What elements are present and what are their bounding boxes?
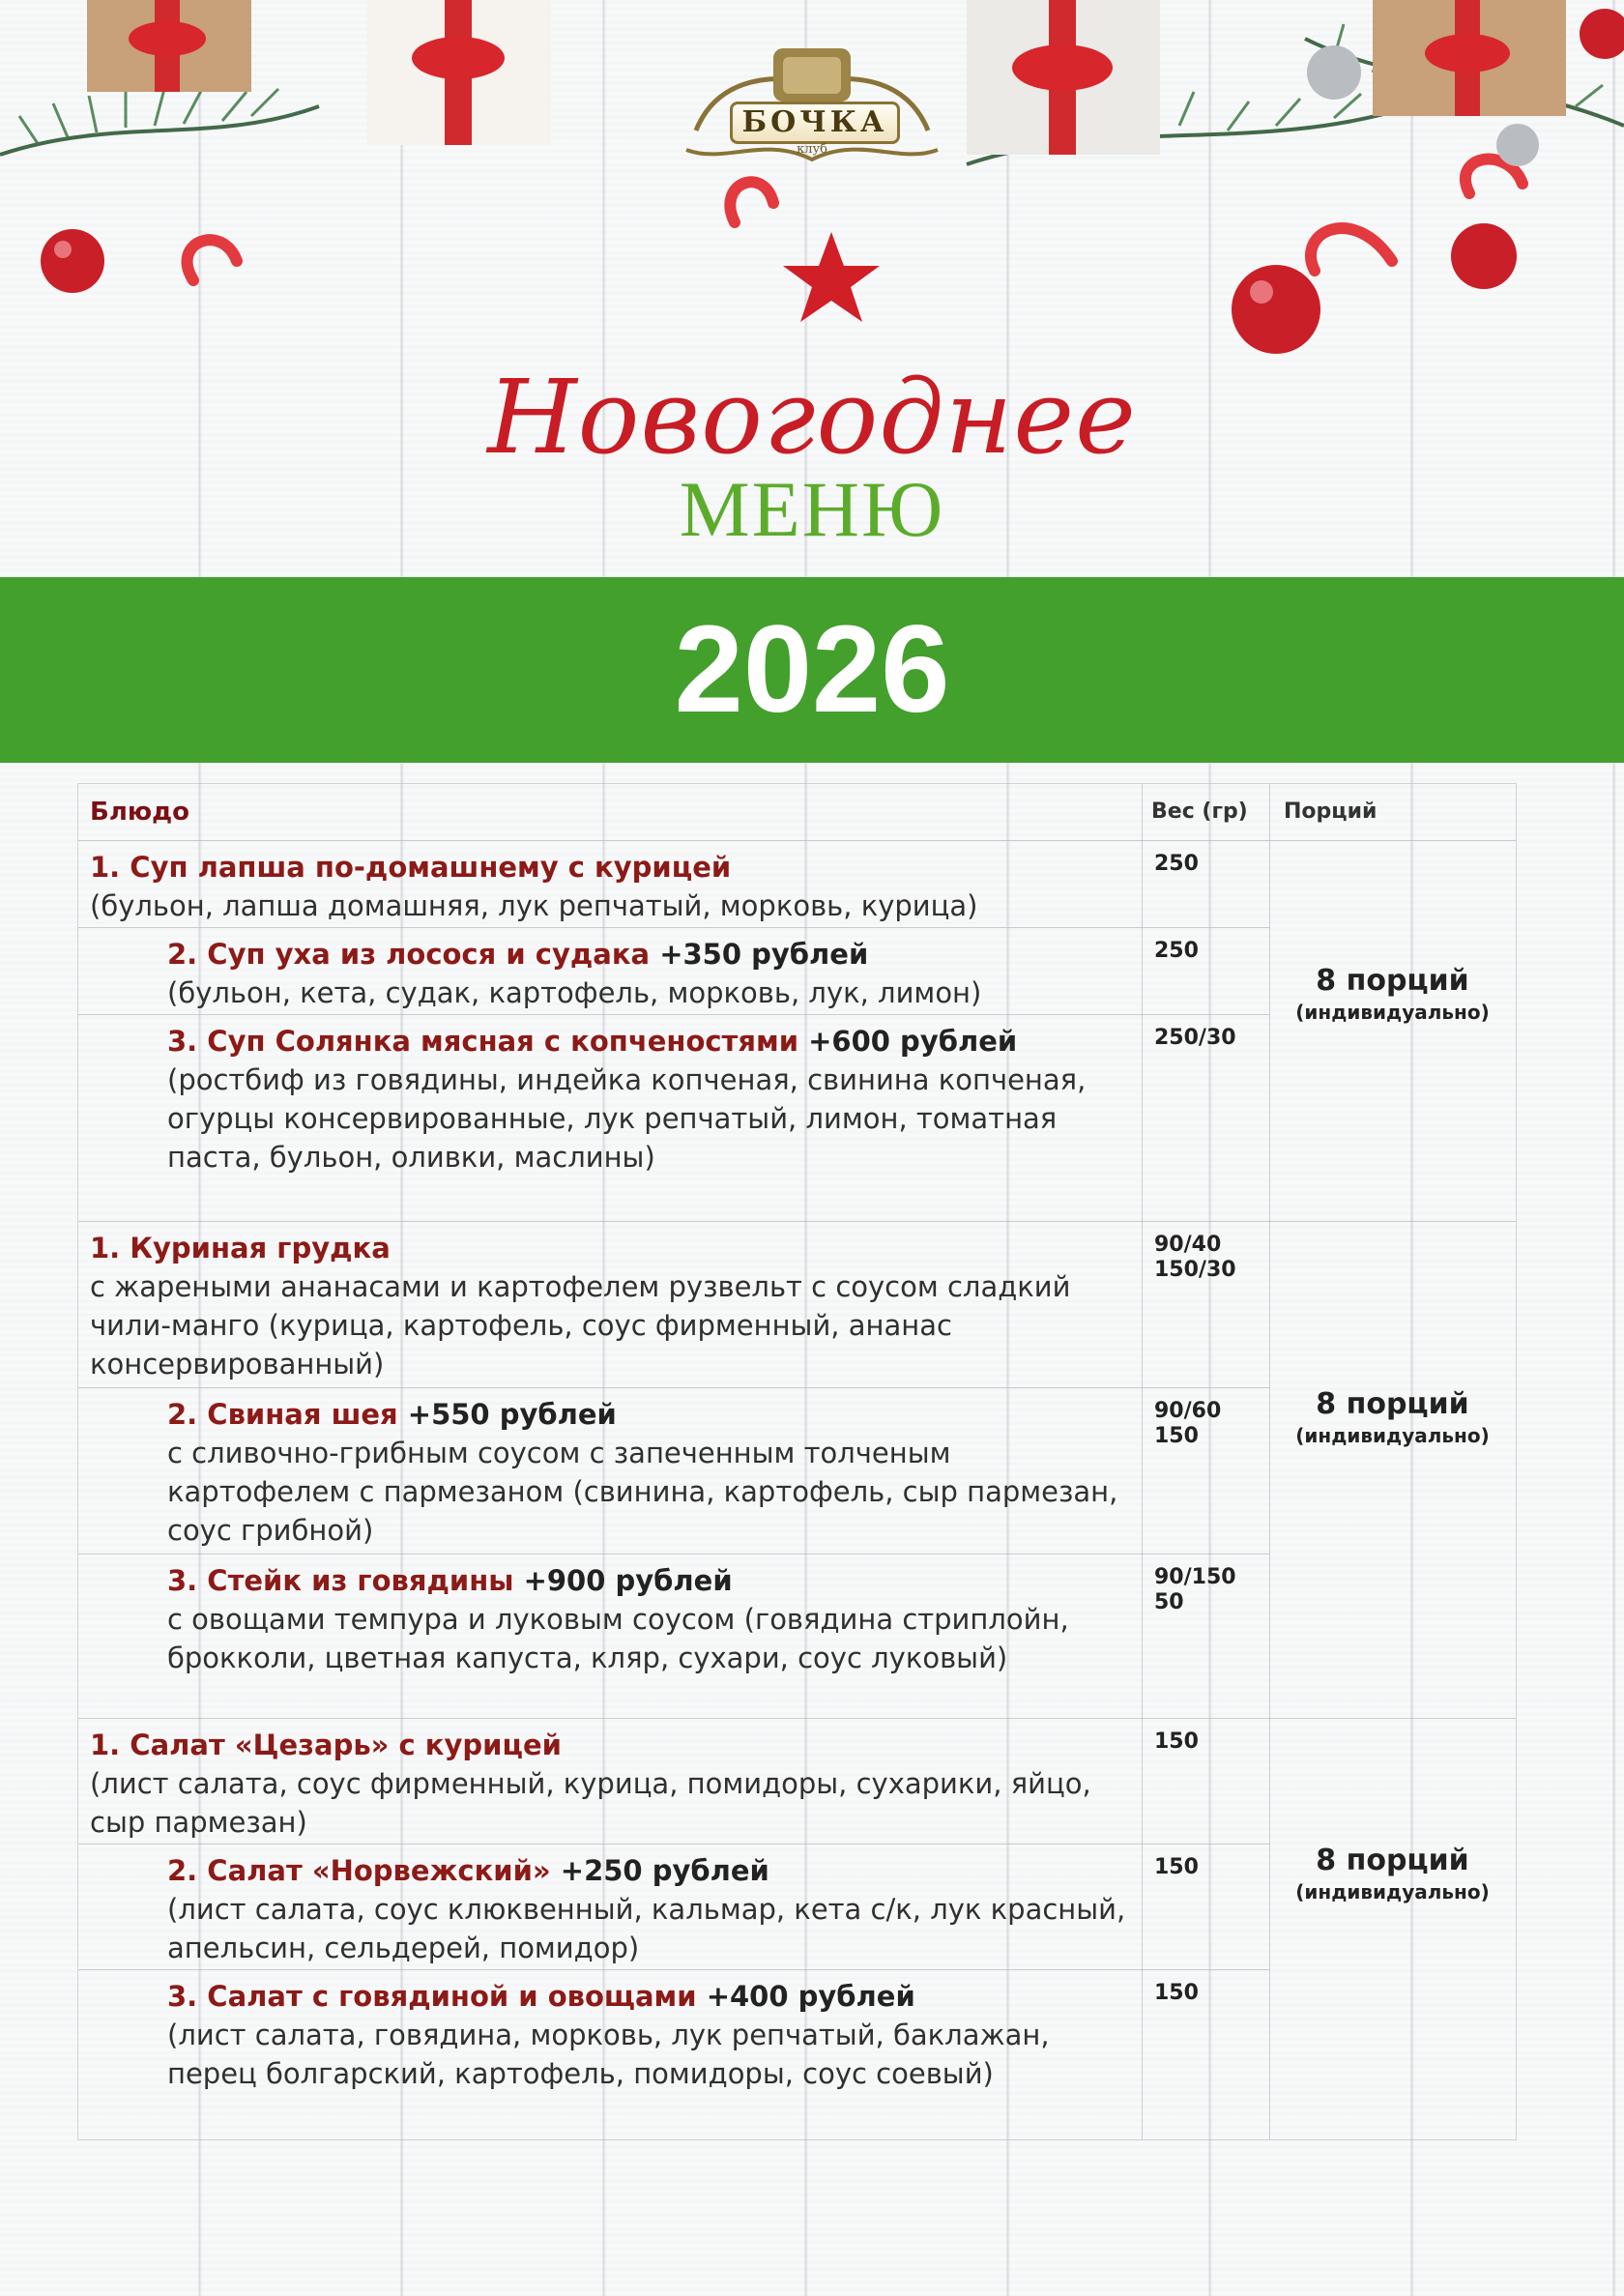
menu-table: [77, 783, 1517, 2140]
logo-wordmark: БОЧКА: [730, 102, 900, 144]
dish-name: 2. Свиная шея: [167, 1398, 398, 1431]
menu-item: [78, 1014, 1142, 1221]
dish-weight: [1154, 1233, 1261, 1283]
title-script: Новогоднее: [487, 358, 1137, 477]
portion-count: 8 порций: [1316, 1844, 1469, 1877]
dish-weight: 250/30: [1154, 1026, 1236, 1050]
dish-description: с жареными ананасами и картофелем рузвельт с соусом сладкий чили-манго (курица, картофель, соус фирменный, ананас консервированный): [90, 1270, 1071, 1381]
weight-line: 90/60: [1154, 1399, 1222, 1423]
portions-cell: [1269, 1386, 1516, 1448]
dish-name: 2. Суп уха из лосося и судака: [167, 938, 651, 971]
dish-weight: 150: [1154, 1981, 1199, 2005]
year-banner: [0, 577, 1624, 763]
menu-item: [78, 927, 1142, 1014]
club-logo: [677, 44, 947, 189]
dish-description: (бульон, кета, судак, картофель, морковь, лук, лимон): [167, 976, 982, 1009]
weight-line: 50: [1154, 1590, 1184, 1614]
portion-count: 8 порций: [1316, 1387, 1469, 1421]
column-header-portions: Порций: [1284, 799, 1378, 824]
dish-surcharge: +600 рублей: [808, 1025, 1018, 1058]
weight-line: 150: [1154, 1424, 1199, 1448]
menu-title: [0, 338, 1624, 561]
dish-surcharge: +250 рублей: [560, 1854, 769, 1887]
dish-weight: 150: [1154, 1729, 1199, 1754]
menu-item: [78, 840, 1142, 927]
dish-name: 3. Салат с говядиной и овощами: [167, 1980, 697, 2013]
dish-name: 3. Суп Солянка мясная с копченостями: [167, 1025, 799, 1058]
dish-surcharge: +900 рублей: [523, 1564, 733, 1597]
dish-name: 2. Салат «Норвежский»: [167, 1854, 551, 1887]
weight-line: 150/30: [1154, 1258, 1236, 1282]
dish-name: 3. Стейк из говядины: [167, 1564, 514, 1597]
dish-weight: 250: [1154, 852, 1199, 876]
menu-item: [78, 1718, 1142, 1844]
portion-note: (индивидуально): [1295, 1880, 1490, 1904]
menu-item: [78, 1387, 1142, 1554]
year-text: 2026: [674, 600, 950, 739]
portion-note: (индивидуально): [1295, 1001, 1490, 1024]
dish-weight: 250: [1154, 939, 1199, 963]
dish-description: (бульон, лапша домашняя, лук репчатый, морковь, курица): [90, 889, 978, 922]
dish-description: (лист салата, соус клюквенный, кальмар, кета с/к, лук красный, апельсин, сельдерей, помидор): [167, 1893, 1126, 1964]
menu-item: [78, 1969, 1142, 2139]
column-header-weight: Вес (гр): [1151, 799, 1248, 824]
dish-description: (лист салата, говядина, морковь, лук репчатый, баклажан, перец болгарский, картофель, помидоры, соус соевый): [167, 2019, 1050, 2090]
dish-weight: [1154, 1399, 1261, 1449]
logo-subtitle: клуб: [797, 142, 827, 157]
dish-description: (лист салата, соус фирменный, курица, помидоры, сухарики, яйцо, сыр пармезан): [90, 1767, 1091, 1839]
dish-surcharge: +400 рублей: [706, 1980, 915, 2013]
row-separator: [1269, 840, 1516, 841]
menu-item: [78, 1554, 1142, 1718]
menu-item: [78, 1221, 1142, 1387]
portion-note: (индивидуально): [1295, 1424, 1490, 1447]
weight-line: 90/150: [1154, 1565, 1236, 1589]
column-header-dish: Блюдо: [90, 798, 189, 827]
dish-name: 1. Куриная грудка: [90, 1232, 391, 1264]
title-menu-word: МЕНЮ: [679, 465, 945, 553]
dish-description: (ростбиф из говядины, индейка копченая, свинина копченая, огурцы консервированные, лук репчатый, лимон, томатная паста, бульон, оливки, маслины): [167, 1063, 1087, 1174]
dish-surcharge: +550 рублей: [407, 1398, 617, 1431]
column-divider: [1142, 784, 1143, 2139]
menu-item: [78, 1844, 1142, 1969]
weight-line: 90/40: [1154, 1233, 1222, 1257]
dish-surcharge: +350 рублей: [659, 938, 869, 971]
portions-cell: [1269, 1843, 1516, 1904]
dish-description: с сливочно-грибным соусом с запеченным толченым картофелем с пармезаном (свинина, картофель, сыр пармезан, соус грибной): [167, 1437, 1118, 1547]
portion-count: 8 порций: [1316, 964, 1469, 998]
dish-weight: 150: [1154, 1855, 1199, 1879]
dish-weight: [1154, 1565, 1261, 1615]
portions-cell: [1269, 963, 1516, 1025]
dish-name: 1. Салат «Цезарь» с курицей: [90, 1729, 562, 1761]
dish-name: 1. Суп лапша по-домашнему с курицей: [90, 851, 732, 884]
dish-description: с овощами темпура и луковым соусом (говядина стриплойн, брокколи, цветная капуста, кляр, сухари, соус луковый): [167, 1603, 1069, 1674]
